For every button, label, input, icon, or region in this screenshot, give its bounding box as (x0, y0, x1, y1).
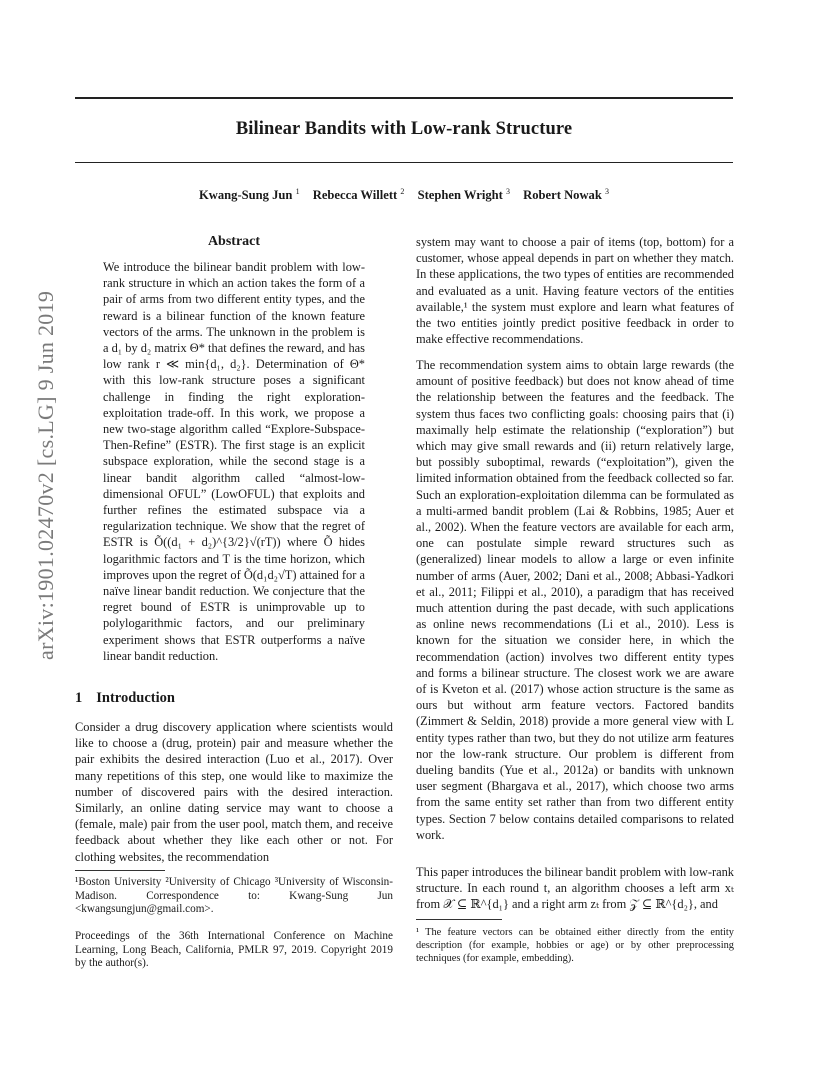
paragraph-text: This paper introduces the bilinear bandit problem with low-rank structure. In each round t, an algorithm chooses a left arm xₜ from 𝒳 ⊆ ℝ^{d₁} and a right arm zₜ from 𝒵 ⊆ ℝ^{d₂}, and (416, 865, 734, 912)
feature-vector-footnote: ¹ The feature vectors can be obtained either directly from the entity description (for example, hobbies or age) or by other preprocessing techniques (for example, embedding). (416, 927, 734, 964)
proceedings-note: Proceedings of the 36th International Conference on Machine Learning, Long Beach, California, PMLR 97, 2019. Copyright 2019 by the author(s). (75, 930, 393, 970)
affiliation-footnote: ¹Boston University ²University of Chicago ³University of Wisconsin-Madison. Correspondence to: Kwang-Sung Jun <kwangsungjun@gmail.com>. (75, 876, 393, 916)
author-list (75, 187, 733, 203)
section-heading (75, 690, 175, 707)
paragraph-text: The recommendation system aims to obtain large rewards (the amount of positive feedback) but does not know ahead of time the relationship between the features and the feedback. The system thus faces two conflicting goals: choosing pairs that (i) maximally help estimate the relationship (“exploration”) but which may give small rewards and (ii) return relatively large, but possibly suboptimal, rewards (“exploitation”), given the limited information obtained from the feedback collected so far. Such an exploration-exploitation dilemma can be formulated as a multi-armed bandit problem (Lai & Robbins, 1985; Auer et al., 2002). When the feature vectors are available for each arm, one can postulate simple reward structures such as (generalized) linear models to allow a large or even infinite number of arms (Auer, 2002; Dani et al., 2008; Abbasi-Yadkori et al., 2011; Filippi et al., 2010), a paradigm that has received much attention during the past decade, with such applications as online news recommendations (Li et al., 2010). Less is known for the situation we consider here, in which the recommendation (action) involves two different entity types and forms a bilinear structure. The closest work we are aware of is Kveton et al. (2017) whose action structure is the same as ours but without arm feature vectors. Factored bandits (Zimmert & Seldin, 2018) provide a more general view with L entity types rather than two, but they do not utilize arm features nor the low-rank structure. Our problem is different from dueling bandits (Yue et al., 2012a) or bandits with unknown user segment (Bhargava et al., 2017), which choose two arms from the same entity set rather than from two different entity types. Section 7 below contains detailed comparisons to related work. (416, 358, 734, 842)
right-paragraph-2 (416, 357, 734, 843)
intro-paragraph (75, 719, 393, 865)
abstract-paragraph: We introduce the bilinear bandit problem with low-rank structure in which an action takes the form of a pair of arms from two different entity types, and the reward is a bilinear function of the known feature vectors of the arms. The unknown in the problem is a d₁ by d₂ matrix Θ* that defines the reward, and has low rank r ≪ min{d₁, d₂}. Determination of Θ* with this low-rank structure poses a significant challenge in finding the right exploration-exploitation trade-off. In this work, we propose a new two-stage algorithm called “Explore-Subspace-Then-Refine” (ESTR). The first stage is an explicit subspace exploration, while the second stage is a linear bandit algorithm called “almost-low-dimensional OFUL” (LowOFUL) that exploits and further refines the estimated subspace via a regularization technique. We show that the regret of ESTR is Õ((d₁ + d₂)^{3/2}√(rT)) where Õ hides logarithmic factors and T is the time horizon, which improves upon the regret of Õ(d₁d₂√T) attained for a naïve linear bandit reduction. We conjecture that the regret bound of ESTR is unimprovable up to polylogarithmic factors, and our preliminary experiment shows that ESTR outperforms a naïve linear bandit reduction. (103, 260, 365, 663)
author: Rebecca Willett $^2$ (312, 187, 405, 203)
footnote-rule (416, 919, 502, 920)
abstract-heading: Abstract (207, 234, 261, 249)
title-rule (75, 162, 733, 163)
top-rule (75, 97, 733, 99)
author: Robert Nowak $^3$ (523, 187, 610, 203)
footnote-rule (75, 870, 165, 871)
intro-text: Consider a drug discovery application where scientists would like to choose a (drug, protein) pair and measure whether the pair exhibits the desired interaction (Luo et al., 2017). Over many repetitions of this step, one would like to maximize the number of discovered pairs with the desired interaction. Similarly, an online dating service may want to choose a (female, male) pair from the user pool, match them, and receive feedback about whether they like each other or not. For clothing websites, the recommendation (75, 720, 393, 864)
author: Kwang-Sung Jun $^1$ (198, 187, 300, 203)
section-number: 1 (75, 690, 83, 706)
author: Stephen Wright $^3$ (417, 187, 510, 203)
abstract-text (103, 259, 365, 664)
paragraph-text: system may want to choose a pair of items (top, bottom) for a customer, whose appeal depends in part on whether they match. In these applications, the two types of entities are recommended and evaluated as a unit. Having feature vectors of the entities available,¹ the system must explore and learn what features of the two entities jointly predict positive feedback in order to make effective recommendations. (416, 235, 734, 347)
right-paragraph-1 (416, 234, 734, 347)
paper-title: Bilinear Bandits with Low-rank Structure (235, 119, 573, 139)
right-paragraph-3 (416, 864, 734, 913)
section-title: Introduction (96, 690, 175, 706)
arxiv-identifier: arXiv:1901.02470v2 [cs.LG] 9 Jun 2019 (33, 290, 58, 660)
